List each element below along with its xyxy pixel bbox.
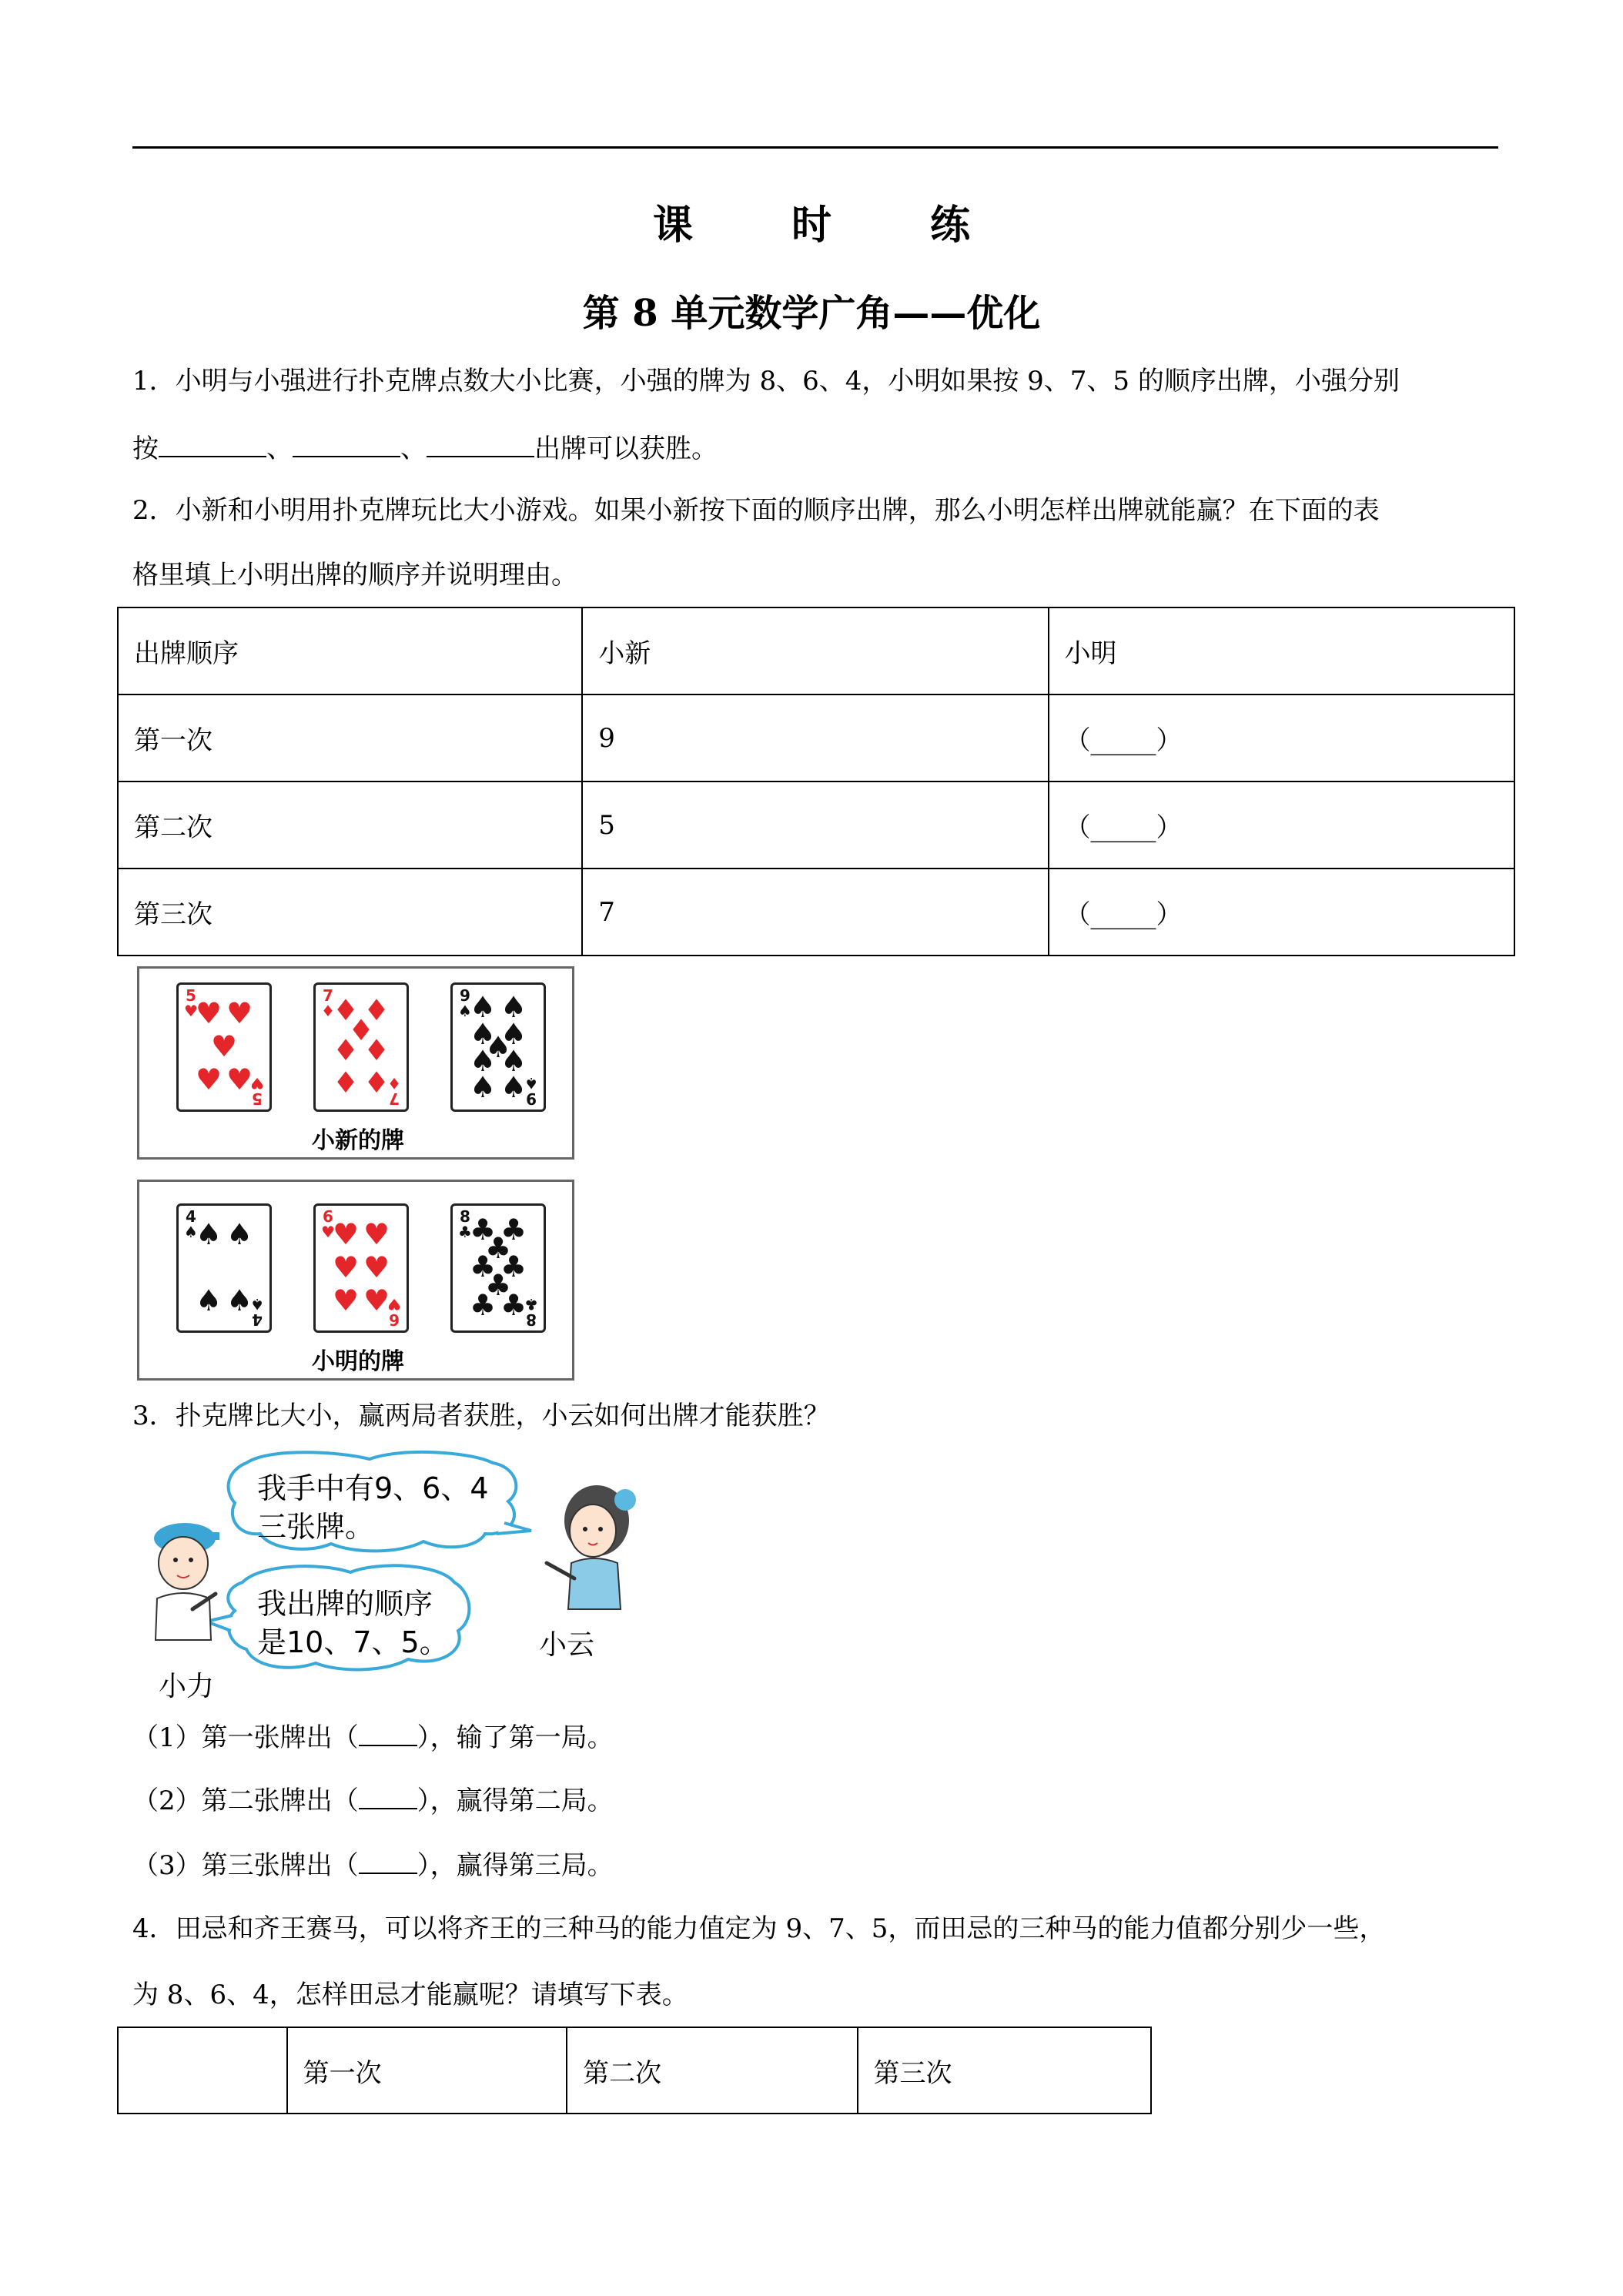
q3-stem: 3．扑克牌比大小，赢两局者获胜，小云如何出牌才能获胜？: [132, 1401, 830, 1431]
table-cell: 第二次: [118, 782, 582, 869]
card-corner-index: 6 ♥: [321, 1207, 335, 1241]
card-pip-icon: ♥: [363, 1217, 390, 1251]
bubble-top-line2: 三张牌。: [257, 1510, 375, 1544]
table-header: 第二次: [567, 2027, 857, 2114]
card-9-spades: [450, 982, 546, 1112]
q1-suffix: 出牌可以获胜。: [534, 433, 718, 464]
table-header: 第三次: [858, 2027, 1151, 2114]
q1-blank-1[interactable]: [159, 430, 266, 457]
table-row: [118, 694, 1514, 782]
table-header: 小明: [1049, 607, 1514, 694]
card-pip-icon: ♥: [332, 1250, 360, 1284]
q4-table: [117, 2027, 1152, 2114]
xiaoxin-cards-box: [137, 966, 574, 1160]
q3-item-1-pre: （1）第一张牌出（: [132, 1722, 359, 1753]
card-pip-icon: ♥: [195, 1063, 223, 1096]
card-corner-index: 5 ♥: [250, 1074, 264, 1108]
page-title: 课 时 练: [652, 202, 999, 249]
table-cell: 7: [582, 869, 1048, 956]
card-corner-index: 7 ♦: [321, 986, 335, 1020]
q1-text-line2: [132, 430, 718, 465]
card-pip-icon: ♥: [226, 996, 253, 1030]
card-pip-icon: ♣: [500, 1213, 527, 1247]
q3-item-1-post: ），输了第一局。: [417, 1722, 614, 1753]
q2-table: [117, 607, 1515, 956]
girl-hairband-icon: [614, 1489, 636, 1511]
card-corner-index: 8 ♣: [458, 1207, 472, 1241]
card-5-hearts: [176, 982, 272, 1112]
xiaoli-label: 小力: [159, 1671, 215, 1702]
card-corner-index: 4 ♠: [250, 1295, 264, 1329]
answer-blank[interactable]: （_____）: [1049, 782, 1514, 869]
card-pip-icon: ♠: [226, 1284, 253, 1317]
card-pip-icon: ♠: [469, 1070, 497, 1104]
card-pip-icon: ♠: [195, 1284, 223, 1317]
bubble-bottom-line1: 我出牌的顺序: [257, 1587, 433, 1621]
table-row: [118, 782, 1514, 869]
card-pip-icon: ♠: [500, 1017, 527, 1051]
q3-item-2-pre: （2）第二张牌出（: [132, 1786, 359, 1816]
card-corner-index: 8 ♣: [524, 1295, 538, 1329]
card-pip-icon: ♥: [332, 1217, 360, 1251]
answer-blank[interactable]: （_____）: [1049, 694, 1514, 782]
bubble-bottom-line2: 是10、7、5。: [257, 1625, 449, 1659]
card-pip-icon: ♥: [226, 1063, 253, 1096]
card-pip-icon: ♦: [363, 993, 390, 1027]
header-rule: [132, 146, 1498, 149]
q3-item-3-post: ），赢得第三局。: [417, 1850, 614, 1881]
table-cell: 第一次: [118, 694, 582, 782]
q3-blank-1[interactable]: [359, 1719, 417, 1746]
table-row: [118, 2027, 1151, 2114]
card-7-diamonds: [313, 982, 409, 1112]
card-corner-index: 7 ♦: [387, 1074, 401, 1108]
card-pip-icon: ♠: [226, 1217, 253, 1251]
unit-title: 第 8 单元数学广角——优化: [582, 292, 1041, 335]
q4-text-line1: 4．田忌和齐王赛马，可以将齐王的三种马的能力值定为 9、7、5，而田忌的三种马的能力值都分别少一些，: [132, 1913, 1386, 1944]
card-pip-icon: ♠: [484, 1030, 512, 1064]
table-row: [118, 607, 1514, 694]
q2-text-line2: 格里填上小明出牌的顺序并说明理由。: [132, 560, 577, 591]
card-pip-icon: ♥: [332, 1284, 360, 1317]
card-6-hearts: [313, 1203, 409, 1333]
card-pip-icon: ♠: [195, 1217, 223, 1251]
q1-sep-1: 、: [266, 433, 293, 464]
card-pip-icon: ♣: [500, 1288, 527, 1322]
card-pip-icon: ♦: [332, 1066, 360, 1099]
q3-item-3-pre: （3）第三张牌出（: [132, 1850, 359, 1881]
card-pip-icon: ♥: [363, 1284, 390, 1317]
card-corner-index: 5 ♥: [184, 986, 198, 1020]
card-pip-icon: ♠: [469, 1044, 497, 1078]
q1-blank-3[interactable]: [427, 430, 534, 457]
card-corner-index: 4 ♠: [184, 1207, 198, 1241]
answer-blank[interactable]: （_____）: [1049, 869, 1514, 956]
card-pip-icon: ♥: [363, 1250, 390, 1284]
table-row: [118, 869, 1514, 956]
bubble-bottom-text: [257, 1585, 449, 1662]
xiaoming-cards-label: 小明的牌: [312, 1348, 404, 1375]
card-8-clubs: [450, 1203, 546, 1333]
girl-eye-icon: [598, 1527, 603, 1531]
girl-face-icon: [570, 1504, 616, 1557]
card-corner-index: 6 ♥: [387, 1295, 401, 1329]
table-cell: 9: [582, 694, 1048, 782]
table-header: 出牌顺序: [118, 607, 582, 694]
card-pip-icon: ♥: [210, 1029, 238, 1063]
card-pip-icon: ♣: [500, 1250, 527, 1284]
bubble-top-line1: 我手中有9、6、4: [257, 1471, 489, 1505]
card-pip-icon: ♦: [363, 1066, 390, 1099]
girl-dress-icon: [568, 1558, 621, 1609]
card-pip-icon: ♦: [347, 1013, 375, 1047]
card-pip-icon: ♦: [363, 1033, 390, 1067]
q3-blank-3[interactable]: [359, 1846, 417, 1874]
q1-text-line1: 1．小明与小强进行扑克牌点数大小比赛，小强的牌为 8、6、4，小明如果按 9、7、5 的顺序出牌，小强分别: [132, 366, 1400, 397]
table-cell: 第三次: [118, 869, 582, 956]
q3-item-2-post: ），赢得第二局。: [417, 1786, 614, 1816]
card-corner-index: 9 ♠: [458, 986, 472, 1020]
card-pip-icon: ♠: [500, 990, 527, 1024]
xiaoyun-label: 小云: [539, 1629, 595, 1661]
boy-face-icon: [159, 1537, 208, 1589]
card-pip-icon: ♠: [500, 1070, 527, 1104]
card-4-spades: [176, 1203, 272, 1333]
boy-figure: [154, 1523, 219, 1640]
q1-sep-2: 、: [400, 433, 427, 464]
q1-prefix: 按: [132, 433, 159, 464]
q3-item-3: [132, 1846, 614, 1882]
card-pip-icon: ♦: [332, 993, 360, 1027]
bubble-top-text: [257, 1469, 489, 1546]
card-pip-icon: ♦: [332, 1033, 360, 1067]
card-pip-icon: ♠: [500, 1044, 527, 1078]
q3-item-2: [132, 1782, 614, 1817]
card-pip-icon: ♣: [484, 1268, 512, 1302]
q3-item-1: [132, 1719, 614, 1754]
q1-blank-2[interactable]: [293, 430, 400, 457]
card-pip-icon: ♣: [469, 1213, 497, 1247]
table-header: [118, 2027, 287, 2114]
q4-text-line2: 为 8、6、4，怎样田忌才能赢呢？请填写下表。: [132, 1980, 688, 2010]
card-pip-icon: ♣: [469, 1250, 497, 1284]
table-header: 第一次: [287, 2027, 567, 2114]
card-pip-icon: ♠: [469, 990, 497, 1024]
q2-text-line1: 2．小新和小明用扑克牌玩比大小游戏。如果小新按下面的顺序出牌，那么小明怎样出牌就能赢？在下面的表: [132, 495, 1380, 526]
card-pip-icon: ♣: [469, 1288, 497, 1322]
card-corner-index: 9 ♠: [524, 1074, 538, 1108]
girl-eye-icon: [583, 1527, 587, 1531]
card-pip-icon: ♠: [469, 1017, 497, 1051]
xiaoming-cards-box: [137, 1180, 574, 1381]
card-pip-icon: ♣: [484, 1231, 512, 1265]
table-cell: 5: [582, 782, 1048, 869]
table-header: 小新: [582, 607, 1048, 694]
card-pip-icon: ♥: [195, 996, 223, 1030]
boy-eye-icon: [189, 1558, 193, 1562]
boy-eye-icon: [173, 1558, 178, 1562]
q3-blank-2[interactable]: [359, 1782, 417, 1809]
boy-body-icon: [156, 1593, 211, 1640]
xiaoxin-cards-label: 小新的牌: [312, 1127, 404, 1154]
girl-figure: [547, 1485, 636, 1609]
